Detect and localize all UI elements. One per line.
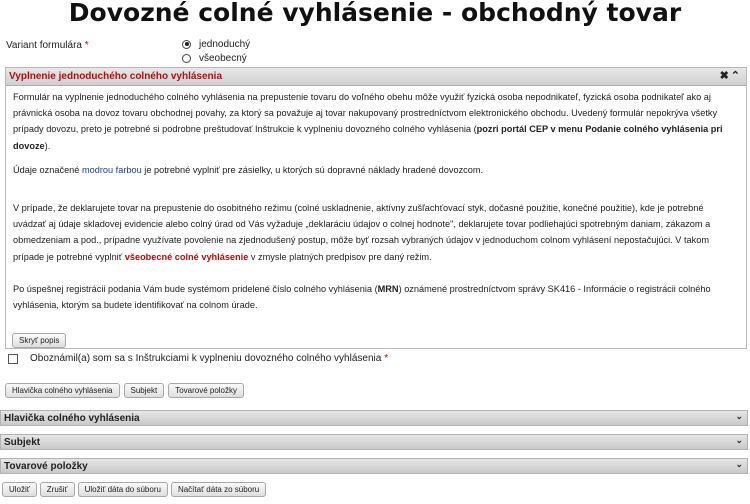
required-mark: * bbox=[84, 40, 89, 51]
info-text: ). bbox=[44, 140, 51, 151]
chevron-down-icon[interactable]: ⌄ bbox=[735, 459, 743, 469]
info-panel-body bbox=[6, 86, 746, 313]
cancel-button[interactable]: Zrušiť bbox=[40, 482, 75, 497]
info-mrn-text: MRN bbox=[377, 283, 399, 294]
form-variant-row bbox=[6, 38, 746, 66]
info-text: Po úspešnej registrácii podania Vám bude systémom pridelené číslo colného vyhlásenia ( bbox=[13, 283, 378, 294]
confirm-label: Oboznámil(a) som sa s Inštrukciami k vyplneniu dovozného colného vyhlásenia bbox=[30, 353, 382, 364]
radio-general[interactable] bbox=[182, 54, 191, 63]
section-items-label: Tovarové položky bbox=[4, 461, 88, 472]
info-panel-header bbox=[6, 68, 746, 86]
info-panel-title: Vyplnenie jednoduchého colného vyhlásenia bbox=[9, 71, 223, 82]
section-items[interactable] bbox=[0, 458, 748, 474]
info-blue-text: modrou farbou bbox=[81, 164, 142, 175]
variant-option-general-label: všeobecný bbox=[199, 52, 247, 64]
nav-button-header[interactable]: Hlavička colného vyhlásenia bbox=[5, 383, 120, 398]
variant-label-text: Variant formulára bbox=[6, 40, 82, 51]
section-header-label: Hlavička colného vyhlásenia bbox=[4, 413, 140, 424]
section-nav bbox=[5, 383, 244, 398]
chevron-down-icon[interactable]: ⌄ bbox=[735, 435, 743, 445]
info-paragraph-1 bbox=[13, 89, 738, 154]
nav-button-subject[interactable]: Subjekt bbox=[124, 383, 165, 398]
chevron-up-icon[interactable]: ⌃ bbox=[730, 70, 740, 82]
info-link-cep: pozri portál CEP v menu Podanie colného vyhlásenia pri dovoze bbox=[13, 124, 723, 151]
info-text: Uvedený formulár nepokrýva všetky prípady dovozu, preto je potrebné si podrobne preštudovať Inštrukcie k vyplneniu dovozného colného vyhlásenia ( bbox=[13, 108, 718, 135]
close-icon[interactable]: ✖ bbox=[719, 70, 729, 82]
info-text: V prípade, že deklarujete tovar na prepustenie do osobitného režimu (colné uskladnenie, aktívny zušľachťovací styk, dočasné použitie, konečné použitie), kde je potrebné uvádzať aj údaje skladovej evidencie alebo colný úrad od Vás vyžaduje „deklaráciu údajov o colnej hodnote", deklarujete tovar podliehajúci spotrebným daniam, zákazom a obmedzeniam a pod., prípadne využívate povolenie na zjednodušený postup, môže byť rozsah vybraných údajov v jednoduchom colnom vyhlásení nepostačujúci. V takom prípade je potrebné vyplniť bbox=[13, 203, 711, 262]
page-title: Dovozné colné vyhlásenie - obchodný tovar bbox=[68, 0, 682, 27]
load-from-file-button[interactable]: Načítať dáta zo súboru bbox=[171, 482, 266, 497]
section-header[interactable] bbox=[0, 410, 748, 426]
radio-simple[interactable] bbox=[182, 40, 191, 49]
confirm-checkbox[interactable] bbox=[8, 354, 18, 364]
info-red-text: všeobecné colné vyhlásenie bbox=[124, 251, 249, 262]
required-mark: * bbox=[384, 353, 389, 364]
hide-description-button[interactable]: Skryť popis bbox=[12, 333, 66, 348]
info-text: je potrebné vyplniť pre zásielky, u ktorých sú dopravné náklady hradené dovozcom. bbox=[141, 164, 484, 175]
info-text: v zmysle platných predpisov pre daný režim. bbox=[248, 251, 432, 262]
info-text: Údaje označené bbox=[13, 164, 82, 175]
section-subject-label: Subjekt bbox=[4, 437, 41, 448]
section-subject[interactable] bbox=[0, 434, 748, 450]
info-panel-controls bbox=[718, 69, 740, 82]
info-text: Formulár na vyplnenie jednoduchého colného vyhlásenia na prepustenie tovaru do voľného obehu môže využiť fyzická osoba nepodnikateľ, fyzická osoba podnikateľ ako aj právnická osoba na dovoz tovaru obchodnej povahy, za ktorý sa považuje aj tovar nakupovaný prostredníctvom elektronického obchodu. bbox=[13, 92, 711, 119]
variant-option-simple-label: jednoduchý bbox=[199, 38, 251, 50]
nav-button-items[interactable]: Tovarové položky bbox=[168, 383, 244, 398]
info-text: ) oznámené prostredníctvom správy SK416 - Informácie o registrácii colného vyhlásenia, ktorým sa budete identifikovať na colnom úrade. bbox=[13, 283, 711, 311]
confirm-row bbox=[8, 353, 388, 364]
variant-option-simple[interactable] bbox=[182, 38, 250, 50]
info-panel bbox=[5, 67, 747, 349]
info-paragraph-3 bbox=[13, 200, 738, 265]
info-paragraph-4 bbox=[13, 281, 738, 313]
chevron-down-icon[interactable]: ⌄ bbox=[735, 411, 743, 421]
variant-option-general[interactable] bbox=[182, 52, 247, 64]
info-paragraph-2 bbox=[13, 162, 738, 178]
save-button[interactable]: Uložiť bbox=[2, 482, 37, 497]
footer-actions bbox=[2, 482, 266, 497]
save-to-file-button[interactable]: Uložiť dáta do súboru bbox=[78, 482, 168, 497]
variant-label bbox=[6, 40, 89, 51]
